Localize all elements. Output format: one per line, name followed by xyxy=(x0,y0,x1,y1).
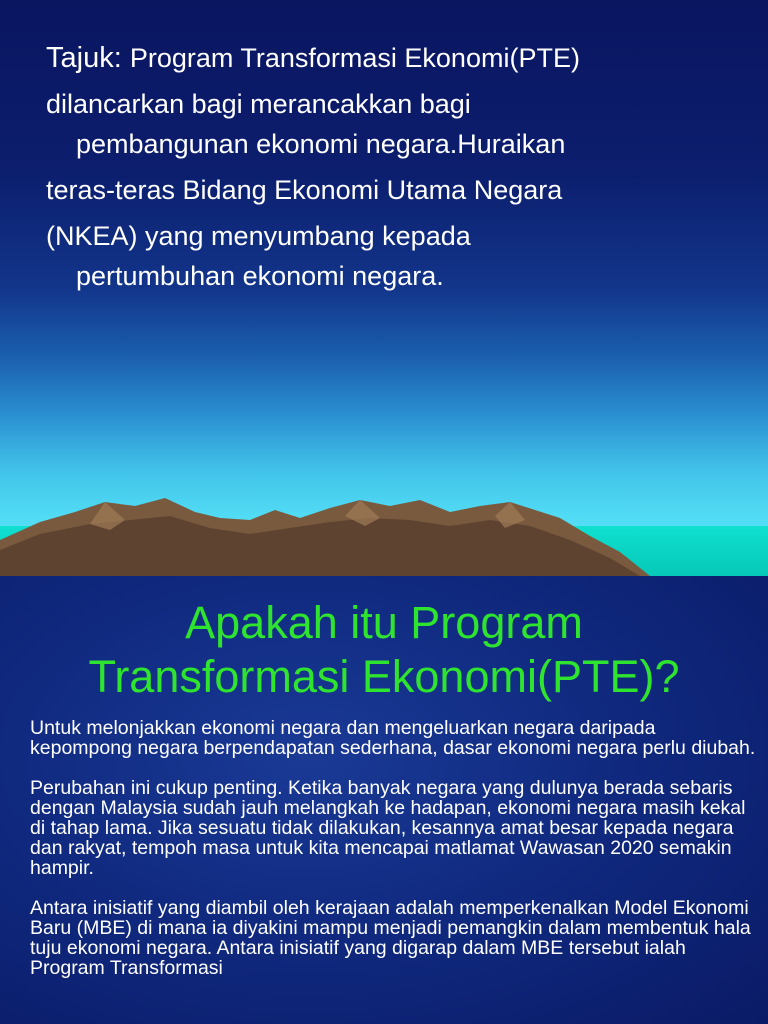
mountain-range xyxy=(0,490,768,576)
slide-1-line: (NKEA) yang menyumbang kepada xyxy=(46,221,471,251)
slide-2-body xyxy=(30,718,760,998)
slide-1-text xyxy=(46,38,736,296)
paragraph: Antara inisiatif yang diambil oleh kerajaan adalah memperkenalkan Model Ekonomi Baru (MBE) di mana ia diyakini mampu menjadi pemangkin dalam membentuk hala tuju ekonomi negara. Antara inisiatif yang digarap dalam MBE tersebut ialah Program Transformasi xyxy=(30,897,751,979)
slide-1-line: pertumbuhan ekonomi negara. xyxy=(76,261,444,291)
slide-1-line: teras-teras Bidang Ekonomi Utama Negara xyxy=(46,175,563,205)
slide-1-title: Tajuk: Program Transformasi Ekonomi(PTE) xyxy=(46,42,580,74)
paragraph: Perubahan ini cukup penting. Ketika banyak negara yang dulunya berada sebaris dengan Malaysia sudah jauh melangkah ke hadapan, ekonomi negara masih kekal di tahap lama. Jika sesuatu tidak dilakukan, kesannya amat besar kepada negara dan rakyat, tempoh masa untuk kita mencapai matlamat Wawasan 2020 semakin hampir. xyxy=(30,777,746,879)
paragraph: Untuk melonjakkan ekonomi negara dan mengeluarkan negara daripada kepompong negara berpendapatan sederhana, dasar ekonomi negara perlu diubah. xyxy=(30,717,756,759)
slide-1-line: dilancarkan bagi merancakkan bagi xyxy=(46,89,471,119)
slide-2-title: Apakah itu Program Transformasi Ekonomi(PTE)? xyxy=(88,597,680,702)
slide-1-line: pembangunan ekonomi negara.Huraikan xyxy=(76,129,566,159)
